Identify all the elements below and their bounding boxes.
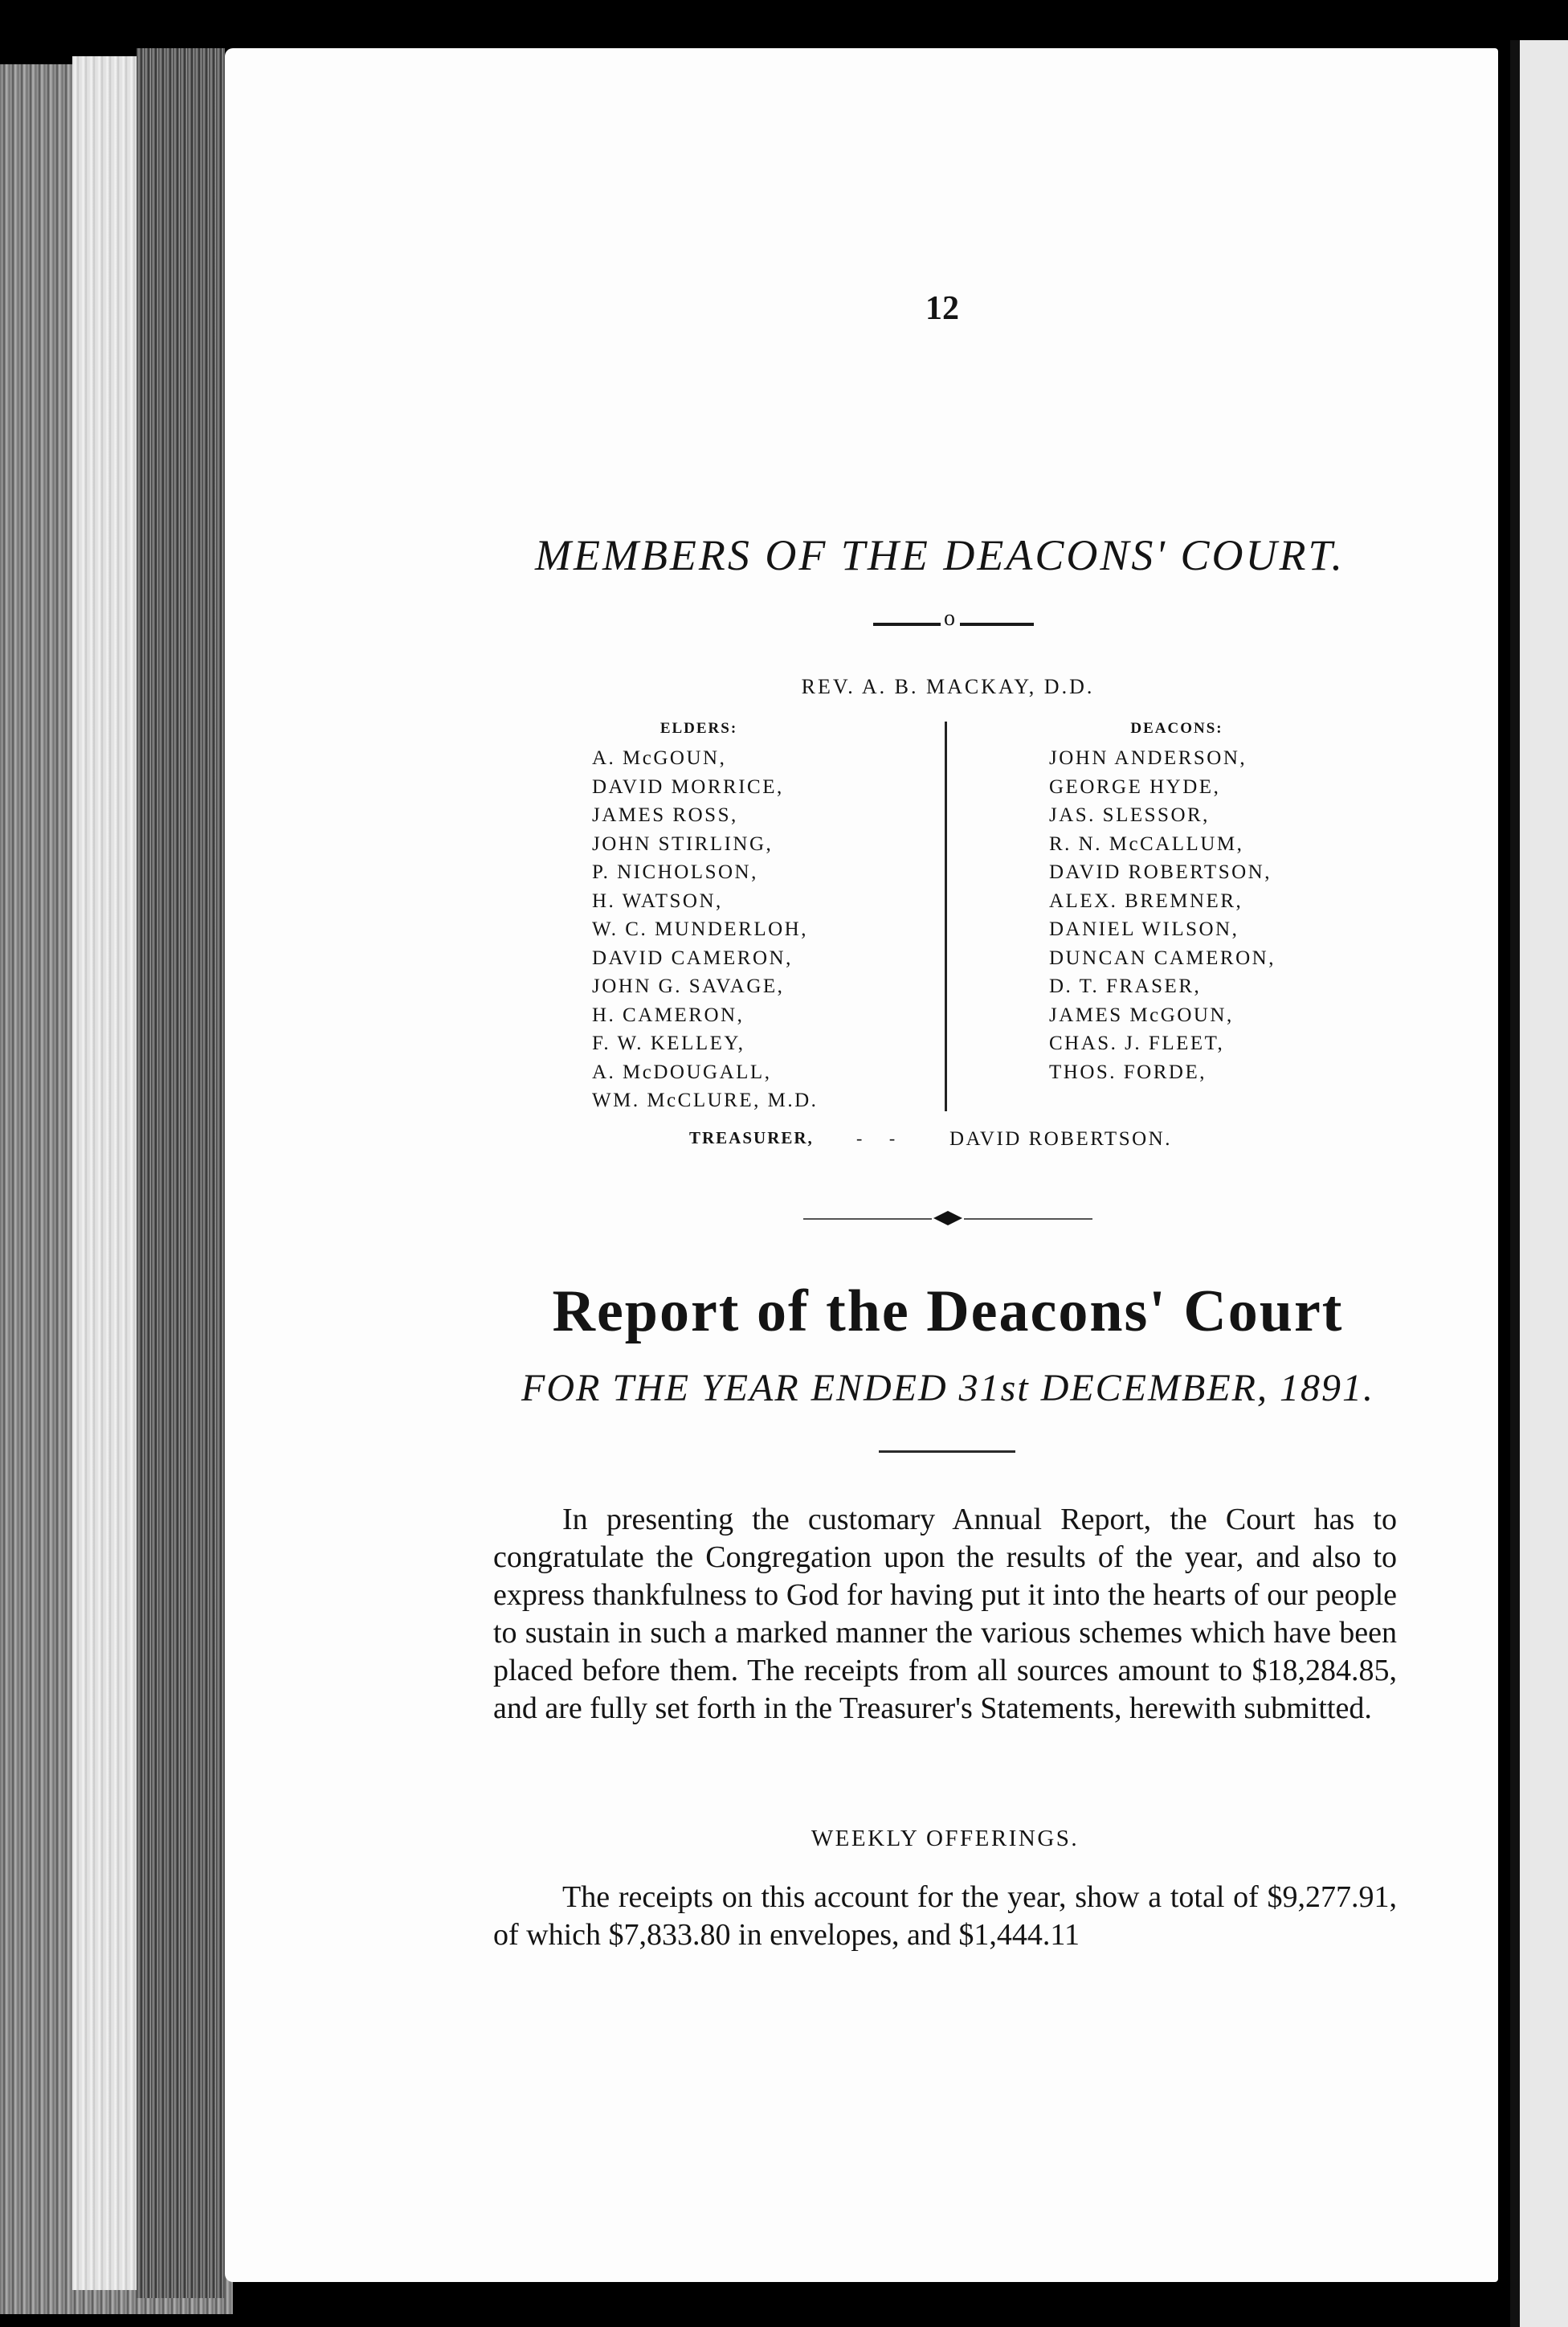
book-page-edges-dark xyxy=(137,48,225,2298)
elder-name: JOHN G. SAVAGE, xyxy=(592,975,785,997)
elder-name: H. WATSON, xyxy=(592,889,723,912)
elder-name: DAVID MORRICE, xyxy=(592,775,784,798)
deacon-name: CHAS. J. FLEET, xyxy=(1049,1033,1225,1054)
title-rule xyxy=(873,606,1034,635)
elder-name: A. McGOUN, xyxy=(592,747,727,769)
members-title: MEMBERS OF THE DEACONS' COURT. xyxy=(535,531,1345,579)
book-page-edges-light xyxy=(72,56,137,2290)
elder-name: H. CAMERON, xyxy=(592,1004,745,1026)
treasurer-label: TREASURER, xyxy=(689,1128,814,1147)
deacon-name: D. T. FRASER, xyxy=(1049,975,1202,997)
report-subtitle: FOR THE YEAR ENDED 31st DECEMBER, 1891. xyxy=(521,1367,1374,1409)
deacon-name: GEORGE HYDE, xyxy=(1049,775,1221,798)
elder-name: JAMES ROSS, xyxy=(592,804,738,826)
deacon-name: DUNCAN CAMERON, xyxy=(1049,947,1276,969)
deacon-name: JAMES McGOUN, xyxy=(1049,1004,1234,1026)
subtitle-rule xyxy=(879,1450,1015,1453)
rule-ornament: o xyxy=(944,606,955,631)
treasurer-name: DAVID ROBERTSON. xyxy=(949,1128,1172,1150)
treasurer-dashes: - - xyxy=(856,1128,907,1148)
deacon-name: R. N. McCALLUM, xyxy=(1049,832,1244,855)
elders-list xyxy=(592,744,937,1115)
ornament-line-left xyxy=(803,1218,932,1220)
deacon-name: JAS. SLESSOR, xyxy=(1049,804,1210,826)
next-page-edge xyxy=(1510,40,1568,2327)
report-title: Report of the Deacons' Court xyxy=(552,1278,1344,1344)
minister-name: REV. A. B. MACKAY, D.D. xyxy=(801,675,1095,698)
elder-name: P. NICHOLSON, xyxy=(592,861,758,883)
diamond-ornament-icon xyxy=(933,1209,962,1227)
rule-line-right xyxy=(960,623,1034,626)
section-heading-weekly-offerings: WEEKLY OFFERINGS. xyxy=(811,1826,1080,1851)
elder-name: A. McDOUGALL, xyxy=(592,1061,772,1083)
deacon-name: DANIEL WILSON, xyxy=(1049,918,1239,940)
rule-line-left xyxy=(873,623,941,626)
elder-name: F. W. KELLEY, xyxy=(592,1033,745,1054)
ornament-line-right xyxy=(964,1218,1092,1220)
elder-name: W. C. MUNDERLOH, xyxy=(592,918,808,940)
deacon-name: ALEX. BREMNER, xyxy=(1049,889,1243,912)
page-number: 12 xyxy=(925,290,959,327)
deacons-list xyxy=(1049,744,1394,1086)
deacon-name: DAVID ROBERTSON, xyxy=(1049,861,1272,883)
elder-name: WM. McCLURE, M.D. xyxy=(592,1090,819,1111)
elders-heading: ELDERS: xyxy=(659,720,738,737)
deacons-heading: DEACONS: xyxy=(1130,720,1223,737)
elder-name: DAVID CAMERON, xyxy=(592,947,793,969)
deacon-name: THOS. FORDE, xyxy=(1049,1061,1207,1083)
report-paragraph: In presenting the customary Annual Report, the Court has to congratulate the Congregation upon the results of the year, and also to express thankfulness to God for having put it into the hearts of our people to sustain in such a marked manner the various schemes which have been placed before them. The receipts from all sources amount to $18,284.85, and are fully set forth in the Treasurer's Statements, herewith submitted. xyxy=(493,1503,1397,1725)
column-divider xyxy=(945,722,947,1111)
deacon-name: JOHN ANDERSON, xyxy=(1049,747,1247,769)
weekly-offerings-paragraph: The receipts on this account for the year, show a total of $9,277.91, of which $7,833.80 in envelopes, and $1,444.11 xyxy=(493,1880,1397,1952)
elder-name: JOHN STIRLING, xyxy=(592,832,774,855)
section-ornament xyxy=(803,1209,1092,1229)
